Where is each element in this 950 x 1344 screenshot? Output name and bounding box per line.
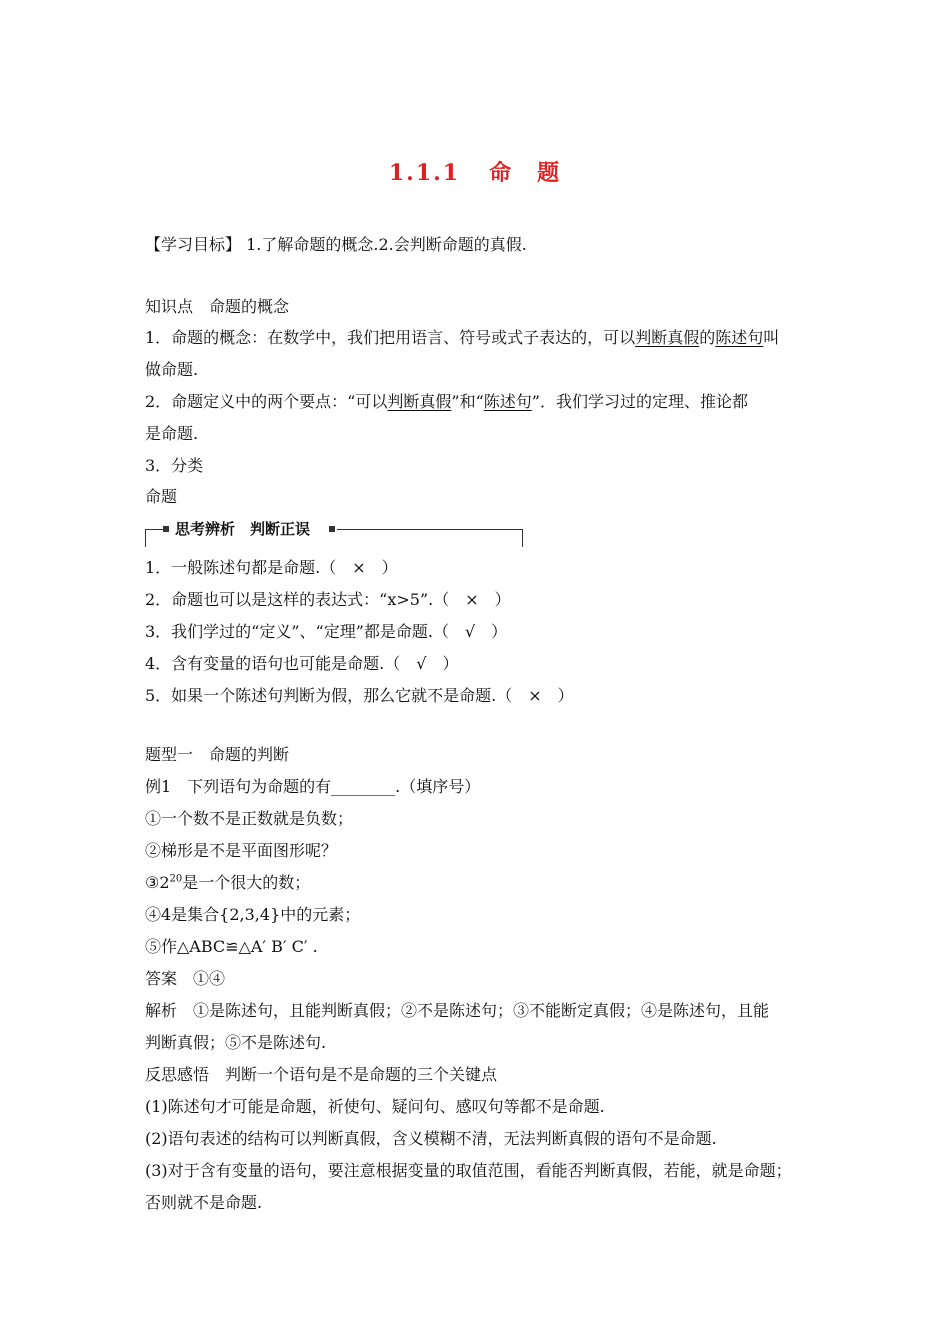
judgement-item: 1．一般陈述句都是命题.（ × ） [145,558,398,577]
knowledge-point-2: 2．命题定义中的两个要点：“可以判断真假”和“陈述句”．我们学习过的定理、推论都 [145,392,748,411]
knowledge-heading: 知识点 命题的概念 [145,297,290,316]
blank-answer: 判断真假 [387,392,452,411]
reflection-item: (1)陈述句才可能是命题，祈使句、疑问句、感叹句等都不是命题. [145,1097,605,1116]
knowledge-point-4: 命题 [145,487,178,506]
square-bullet-icon [163,526,169,532]
learning-goal-text: 1.了解命题的概念.2.会判断命题的真假. [246,235,527,254]
example-item: ①一个数不是正数就是负数； [145,809,354,828]
judgement-item: 4．含有变量的语句也可能是命题.（ √ ） [145,654,459,673]
example-item: ④4是集合{2,3,4}中的元素； [145,905,361,924]
answer: 答案 ①④ [145,969,226,988]
example-item: $③2^{20}$是一个很大的数； [145,873,311,892]
example-1: 例1 下列语句为命题的有________.（填序号） [145,777,481,796]
reflection-heading: 反思感悟 判断一个语句是不是命题的三个关键点 [145,1065,498,1084]
analysis-cont: 判断真假；⑤不是陈述句. [145,1033,327,1052]
square-bullet-icon [329,526,335,532]
blank-answer: 陈述句 [483,392,532,411]
analysis: 解析 ①是陈述句，且能判断真假；②不是陈述句；③不能断定真假；④是陈述句，且能 [145,1001,770,1020]
type1-heading: 题型一 命题的判断 [145,745,290,764]
knowledge-point-1: 1．命题的概念：在数学中，我们把用语言、符号或式子表达的，可以判断真假的陈述句叫 [145,328,780,347]
judgement-item: 5．如果一个陈述句判断为假，那么它就不是命题.（ × ） [145,686,574,705]
blank-answer: 判断真假 [635,328,700,347]
section-number: 1.1.1 [388,160,461,186]
learning-goal [145,235,815,255]
think-discuss-label: 思考辨析 判断正误 [171,519,314,539]
divider [337,529,523,530]
think-discuss-bar [145,519,523,549]
blank-answer: 陈述句 [715,328,764,347]
knowledge-point-1-cont: 做命题. [145,360,199,379]
page-title [0,156,950,187]
example-item: ⑤作△ABC≌△A′ B′ C′ . [145,937,318,956]
judgement-item: 2．命题也可以是这样的表达式：“x>5”.（ × ） [145,590,511,609]
section-title: 命 题 [489,160,562,186]
reflection-item-cont: 否则就不是命题. [145,1193,263,1212]
judgement-item: 3．我们学过的“定义”、“定理”都是命题.（ √ ） [145,622,508,641]
learning-goal-label: 【学习目标】 [145,235,242,254]
reflection-item: (2)语句表述的结构可以判断真假，含义模糊不清，无法判断真假的语句不是命题. [145,1129,717,1148]
example-item: ②梯形是不是平面图形呢？ [145,841,338,860]
knowledge-point-2-cont: 是命题. [145,424,199,443]
reflection-item: (3)对于含有变量的语句，要注意根据变量的取值范围，看能否判断真假，若能，就是命题； [145,1161,792,1180]
knowledge-point-3: 3．分类 [145,456,204,475]
